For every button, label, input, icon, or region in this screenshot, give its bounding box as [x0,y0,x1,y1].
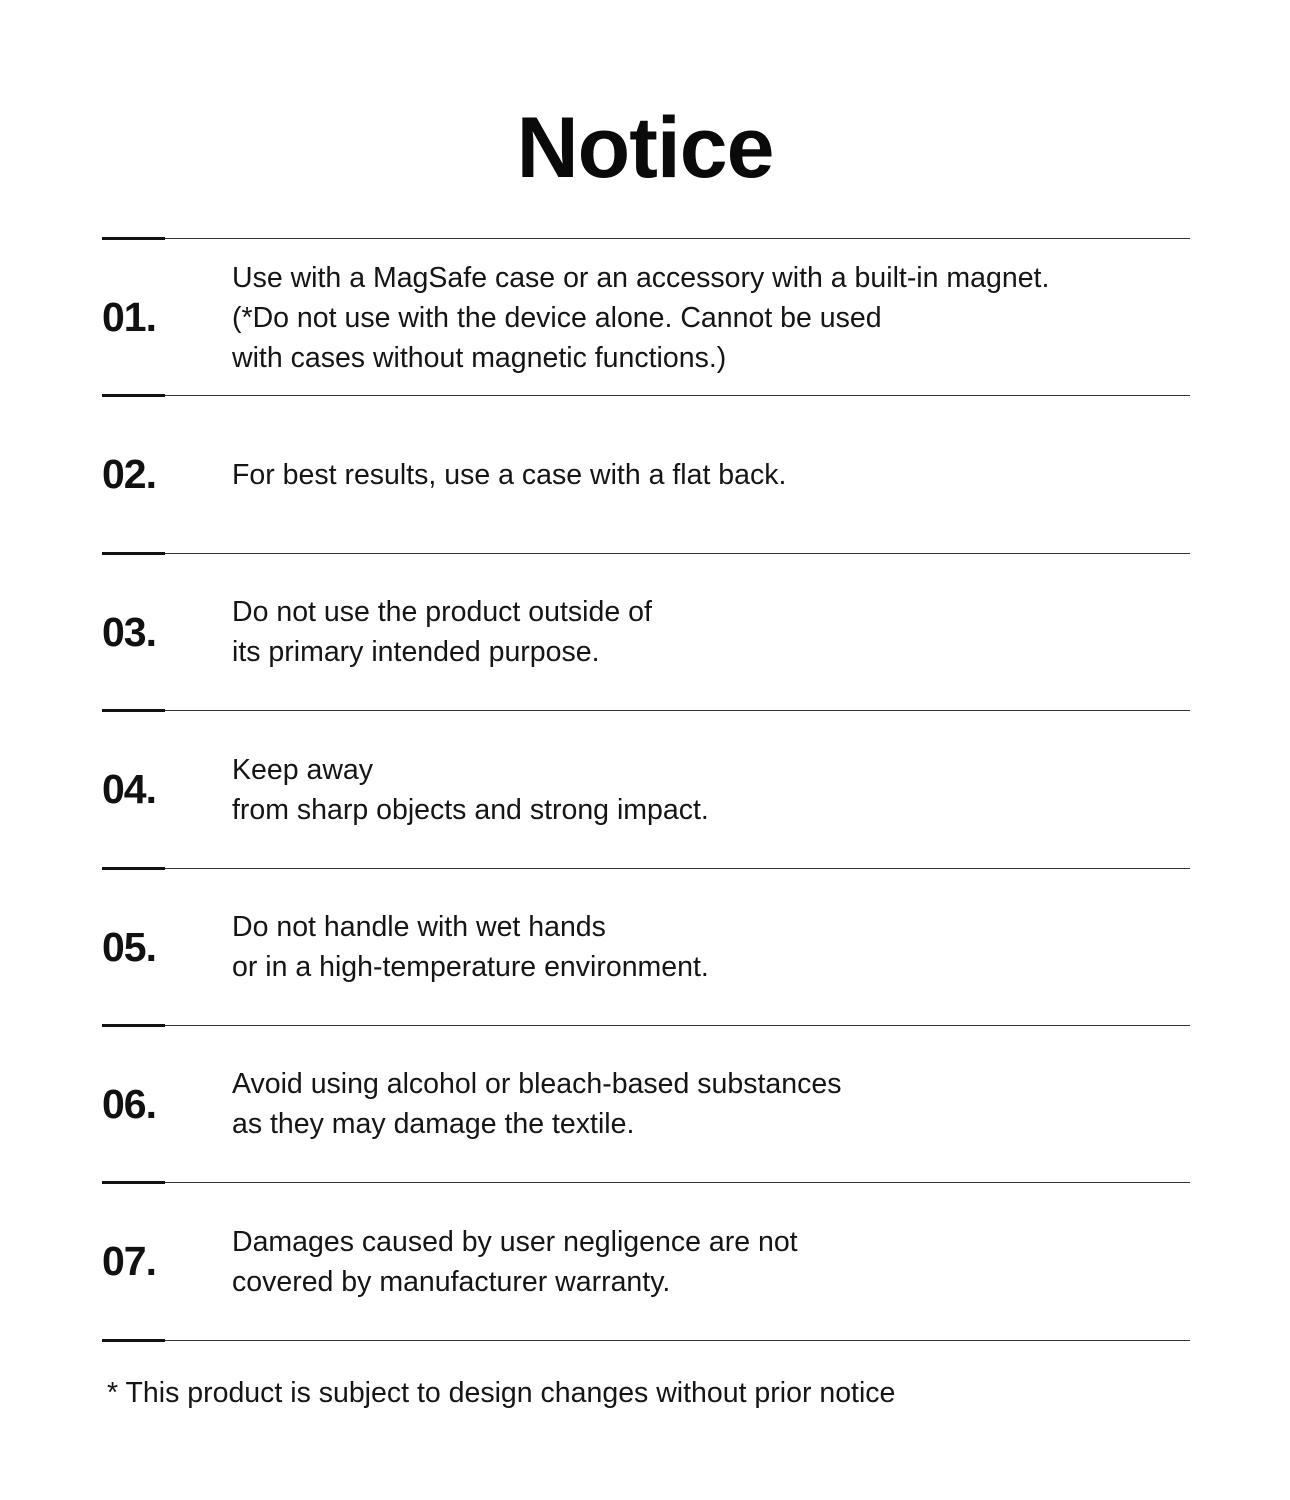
list-bottom-divider [102,1340,1190,1341]
footnote: * This product is subject to design changes without prior notice [107,1377,896,1409]
item-text-line: Damages caused by user negligence are not [232,1225,798,1258]
item-text [232,554,1182,711]
item-text [232,869,1182,1026]
item-text-line: For best results, use a case with a flat back. [232,458,787,491]
item-text [232,239,1182,396]
item-text-line: or in a high-temperature environment. [232,951,709,984]
item-text-line: Do not handle with wet hands [232,911,606,944]
item-text-line: (*Do not use with the device alone. Cannot be used [232,301,882,334]
item-text [232,711,1182,868]
notice-item [102,553,1190,710]
item-text-line: from sharp objects and strong impact. [232,793,709,826]
item-number: 07. [102,1238,156,1285]
item-number: 04. [102,766,156,813]
item-text [232,1026,1182,1183]
notice-item [102,710,1190,867]
item-text-line: its primary intended purpose. [232,636,600,669]
item-text-line: Do not use the product outside of [232,596,652,629]
item-text [232,396,1182,553]
page-title: Notice [516,100,774,196]
notice-list [102,238,1190,1341]
item-number: 03. [102,608,156,655]
item-text-line: Use with a MagSafe case or an accessory with a built-in magnet. [232,261,1050,294]
item-text [232,1183,1182,1340]
item-number: 05. [102,923,156,970]
item-text-line: Keep away [232,753,374,786]
item-text-line: with cases without magnetic functions.) [232,341,727,374]
notice-item [102,395,1190,552]
item-text-line: as they may damage the textile. [232,1108,635,1141]
notice-item [102,1182,1190,1339]
notice-item [102,868,1190,1025]
item-text-line: covered by manufacturer warranty. [232,1265,671,1298]
notice-item [102,238,1190,395]
item-number: 02. [102,451,156,498]
item-text-line: Avoid using alcohol or bleach-based substances [232,1068,842,1101]
item-number: 01. [102,294,156,340]
notice-item [102,1025,1190,1182]
item-number: 06. [102,1080,156,1127]
